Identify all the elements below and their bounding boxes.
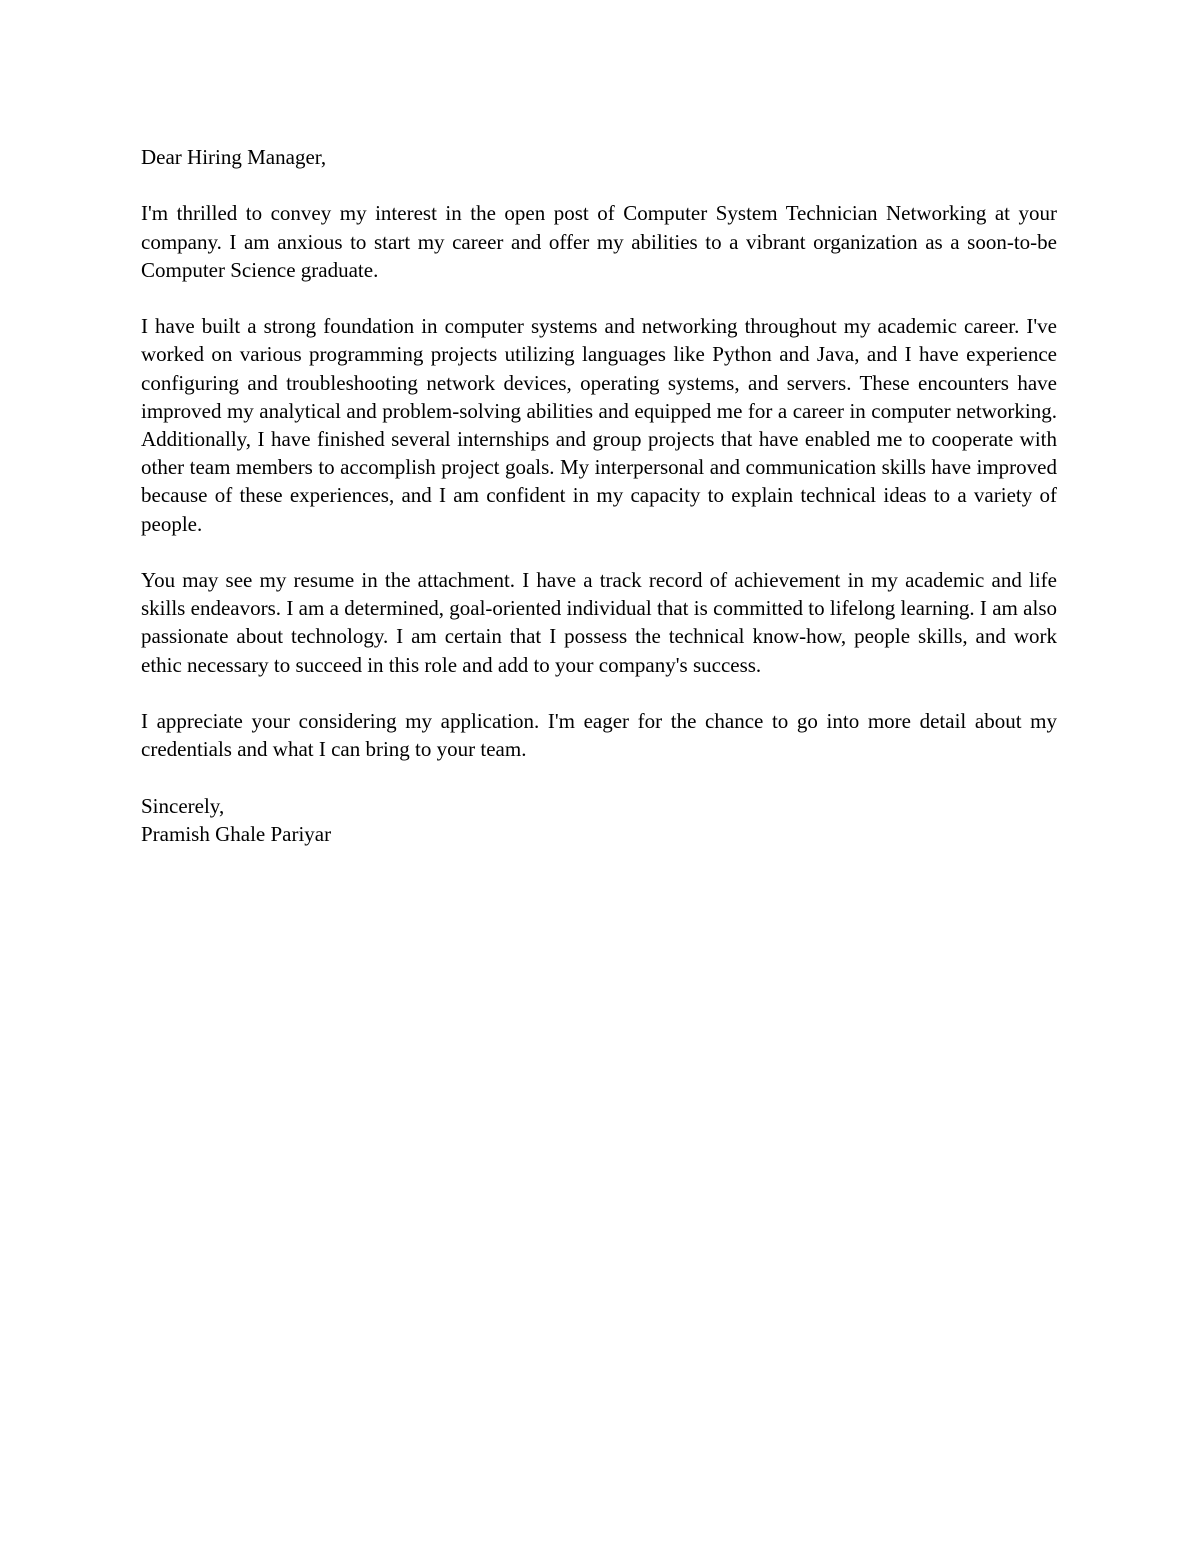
paragraph-closing-thanks: I appreciate your considering my application. I'm eager for the chance to go into more detail about my credentials and what I can bring to your team. [141,709,1057,762]
paragraph-intro: I'm thrilled to convey my interest in the open post of Computer System Technician Networking at your company. I am anxious to start my career and offer my abilities to a vibrant organization as a soon-to-be Computer Science graduate. [141,201,1057,282]
salutation: Dear Hiring Manager, [141,145,327,169]
signature-name: Pramish Ghale Pariyar [141,821,332,846]
paragraph-resume: You may see my resume in the attachment. I have a track record of achievement in my academic and life skills endeavors. I am a determined, goal-oriented individual that is committed to lifelong learning. I am also passionate about technology. I am certain that I possess the technical know-how, people skills, and work ethic necessary to succeed in this role and add to your company's success. [141,568,1057,677]
paragraph-experience: I have built a strong foundation in computer systems and networking throughout my academic career. I've worked on various programming projects utilizing languages like Python and Java, and I have experience configuring and troubleshooting network devices, operating systems, and servers. These encounters have improved my analytical and problem-solving abilities and equipped me for a career in computer networking. Additionally, I have finished several internships and group projects that have enabled me to cooperate with other team members to accomplish project goals. My interpersonal and communication skills have improved because of these experiences, and I am confident in my capacity to explain technical ideas to a variety of people. [141,314,1057,536]
cover-letter [141,143,1057,848]
closing: Sincerely, [141,793,225,818]
